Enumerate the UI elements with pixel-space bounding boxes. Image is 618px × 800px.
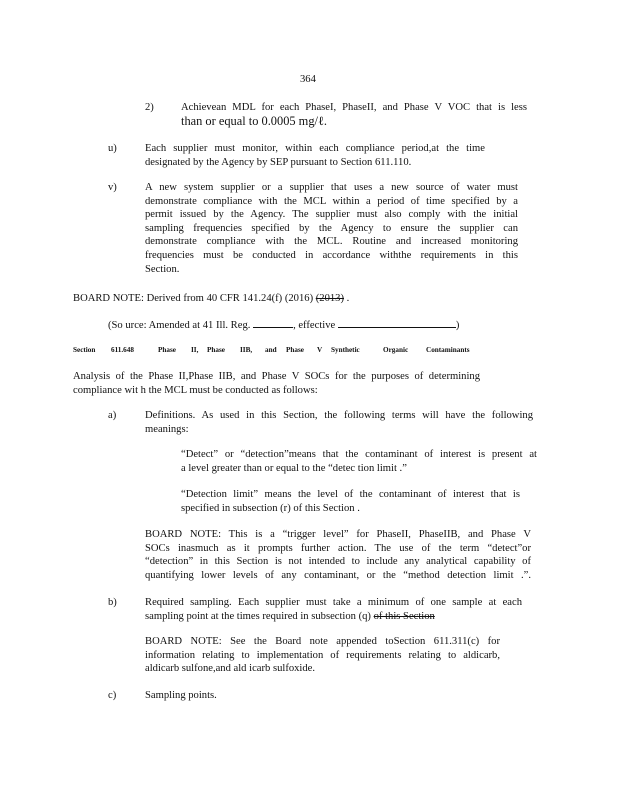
board-note-trail: . [344, 293, 350, 304]
section-word: Phase [158, 346, 176, 354]
text-line: meanings: [145, 423, 189, 435]
text-line: a level greater than or equal to the “detec tion limit .” [181, 462, 407, 474]
text-line: Definitions. As used in this Section, the following terms will have the following [145, 410, 533, 421]
item-label-c: c) [108, 690, 117, 701]
source-note-1 [108, 317, 459, 333]
text-line: Section. [145, 263, 180, 275]
source-close: ) [455, 320, 460, 331]
board-note-1 [73, 292, 349, 306]
section-word: Section [73, 346, 96, 354]
struck-text: (2013) [315, 293, 344, 304]
text-line: compliance wit h the MCL must be conducted as follows: [73, 384, 318, 396]
section-word: Contaminants [426, 346, 470, 354]
item-c-text: Sampling points. [145, 690, 217, 701]
text-line [145, 610, 522, 624]
item-label-u: u) [108, 143, 117, 154]
text-line: BOARD NOTE: See the Board note appended toSection 611.311(c) for [145, 636, 500, 647]
section-word: II, [191, 346, 199, 354]
struck-text: of this Section [373, 610, 435, 622]
definition-detect [181, 448, 537, 475]
section-word: Phase [207, 346, 225, 354]
text-line: SOCs inasmuch as it prompts further action. The use of the term “detect”or [145, 542, 531, 554]
text-line: Required sampling. Each supplier must take a minimum of one sample at each [145, 597, 522, 608]
text-line: Each supplier must monitor, within each compliance period,at the time [145, 143, 485, 154]
text-line: frequencies must be conducted in accordance withthe requirements in this [145, 249, 518, 261]
section-word: Organic [383, 346, 409, 354]
blank-reg-number [253, 317, 293, 328]
definition-detection-limit [181, 488, 520, 515]
item-label-b: b) [108, 597, 117, 608]
page-number: 364 [300, 74, 316, 85]
section-word: IIB, [240, 346, 253, 354]
item-b-last-text: sampling point at the times required in subsection (q) [145, 610, 371, 622]
text-line: aldicarb sulfone,and ald icarb sulfoxide. [145, 663, 316, 675]
text-line: permit issued by the Agency. The supplier must also comply with the initial [145, 209, 518, 221]
text-line: than or equal to 0.0005 mg/ℓ. [181, 113, 327, 128]
blank-effective-date [338, 317, 456, 328]
section-word: and [265, 346, 277, 354]
item-2-text [181, 101, 527, 128]
text-line: demonstrate compliance with the MCL. Routine and increased monitoring [145, 236, 518, 248]
item-b-text [145, 596, 522, 623]
text-line: sampling frequencies specified by the Agency to ensure the supplier can [145, 222, 518, 234]
item-v-text [145, 181, 518, 276]
text-line: “detection” in this Section is not intended to include any analytical capability of [145, 556, 531, 568]
text-line: Achievean MDL for each PhaseI, PhaseII, and Phase V VOC that is less [181, 102, 527, 113]
source-text: (So urce: Amended at 41 Ill. Reg. [108, 320, 251, 331]
text-line: Analysis of the Phase II,Phase IIB, and Phase V SOCs for the purposes of determining [73, 371, 480, 382]
item-a-text [145, 409, 533, 436]
section-word: Synthetic [331, 346, 360, 354]
section-word: Phase [286, 346, 304, 354]
text-line: quantifying lower levels of any contaminant, or the “method detection limit .”. [145, 569, 531, 581]
board-note-2 [145, 528, 531, 582]
text-line: “Detection limit” means the level of the contaminant of interest that is [181, 489, 520, 500]
text-line: BOARD NOTE: This is a “trigger level” for PhaseII, PhaseIIB, and Phase V [145, 529, 531, 540]
text-line: specified in subsection (r) of this Section . [181, 502, 360, 514]
board-note-text: BOARD NOTE: Derived from 40 CFR 141.24(f) (2016) [73, 293, 316, 304]
text-line: designated by the Agency by SEP pursuant to Section 611.110. [145, 156, 412, 168]
item-label-v: v) [108, 182, 117, 193]
source-effective: , effective [293, 320, 336, 331]
item-label-2: 2) [145, 102, 154, 113]
section-word: V [317, 346, 323, 354]
text-line: demonstrate compliance with the MCL within a period of time specified by a [145, 195, 518, 207]
section-intro [73, 370, 480, 397]
item-u-text [145, 142, 485, 169]
text-line: A new system supplier or a supplier that uses a new source of water must [145, 182, 518, 193]
section-number: 611.648 [111, 346, 134, 354]
text-line: “Detect” or “detection”means that the contaminant of interest is present at [181, 449, 537, 460]
item-label-a: a) [108, 410, 117, 421]
board-note-3 [145, 635, 500, 676]
text-line: information relating to implementation of requirements relating to aldicarb, [145, 649, 500, 661]
